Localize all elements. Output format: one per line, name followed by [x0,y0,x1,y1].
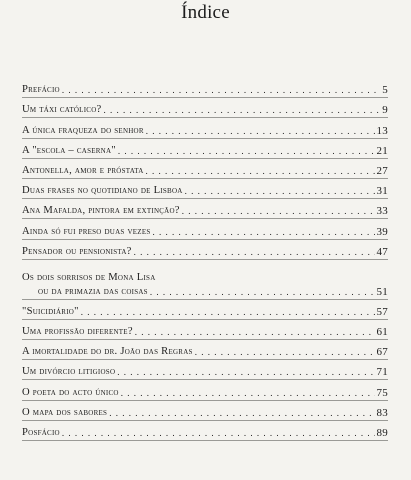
toc-entry-title: Ana Mafalda, pintora em extinção? [22,205,180,217]
toc-entry-page: 57 [376,305,388,318]
dot-leader [135,326,375,338]
toc-entry-title: Duas frases no quotidiano de Lisboa [22,185,183,197]
toc-entry-title: Um divórcio litigioso [22,366,116,378]
toc-entry-title: "Suicidiário" [22,305,79,317]
toc-entry-page: 39 [376,225,388,238]
toc-entry-page: 27 [376,164,388,177]
toc-entry [22,139,388,159]
dot-leader [150,286,375,298]
toc-entry-title: A única fraqueza do senhor [22,124,144,136]
dot-leader [62,84,380,96]
toc-entry-page: 9 [382,104,388,117]
toc-entry-page: 13 [376,124,388,137]
dot-leader [134,246,375,258]
toc-entry [22,118,388,138]
toc-entry-subtitle: ou da primazia das coisas [38,285,148,297]
toc-entry-page: 51 [376,285,388,298]
table-of-contents [22,78,388,441]
toc-entry [22,421,388,441]
toc-entry-title: Antonella, amor e próstata [22,164,144,176]
toc-entry-title: Um táxi católico? [22,104,102,116]
toc-entry-title: A "escola – caserna" [22,144,116,156]
dot-leader [185,185,375,197]
dot-leader [182,205,375,217]
toc-entry-page: 71 [376,366,388,379]
toc-entry [22,380,388,400]
dot-leader [62,427,375,439]
toc-entry-title: Ainda só fui preso duas vezes [22,225,151,237]
toc-entry-page: 47 [376,245,388,258]
dot-leader [109,407,374,419]
dot-leader [153,226,375,238]
toc-entry-title: Prefácio [22,84,60,96]
dot-leader [146,165,375,177]
dot-leader [117,366,374,378]
toc-entry [22,179,388,199]
index-title: Índice [181,2,230,23]
toc-entry-page: 75 [376,386,388,399]
dot-leader [146,125,375,137]
toc-entry-page: 89 [376,427,388,439]
dot-leader [81,306,375,318]
toc-entry [22,300,388,320]
toc-entry-page: 67 [376,346,388,359]
toc-entry [22,78,388,98]
toc-entry [22,260,388,300]
toc-entry [22,401,388,421]
toc-entry [22,240,388,260]
toc-entry-title: O mapa dos sabores [22,406,108,418]
toc-entry-page: 61 [376,326,388,339]
dot-leader [195,346,375,358]
toc-entry-title: Pensador ou pensionista? [22,245,132,257]
toc-entry-title: A imortalidade do dr. João das Regras [22,346,193,358]
toc-entry [22,320,388,340]
dot-leader [103,104,380,116]
toc-entry [22,159,388,179]
toc-entry [22,360,388,380]
toc-entry [22,340,388,360]
toc-entry [22,98,388,118]
toc-entry [22,219,388,239]
toc-entry-page: 33 [376,205,388,218]
toc-entry-title: Uma profissão diferente? [22,326,133,338]
toc-entry-title: Os dois sorrisos de Mona Lisa [22,271,156,283]
toc-entry-title: O poeta do acto único [22,386,119,398]
toc-entry-page: 83 [376,406,388,419]
toc-entry-page: 21 [376,144,388,157]
dot-leader [121,387,375,399]
toc-entry-page: 31 [376,185,388,198]
toc-entry-title: Posfácio [22,427,60,438]
toc-entry [22,199,388,219]
dot-leader [118,145,375,157]
toc-entry-page: 5 [382,84,388,97]
